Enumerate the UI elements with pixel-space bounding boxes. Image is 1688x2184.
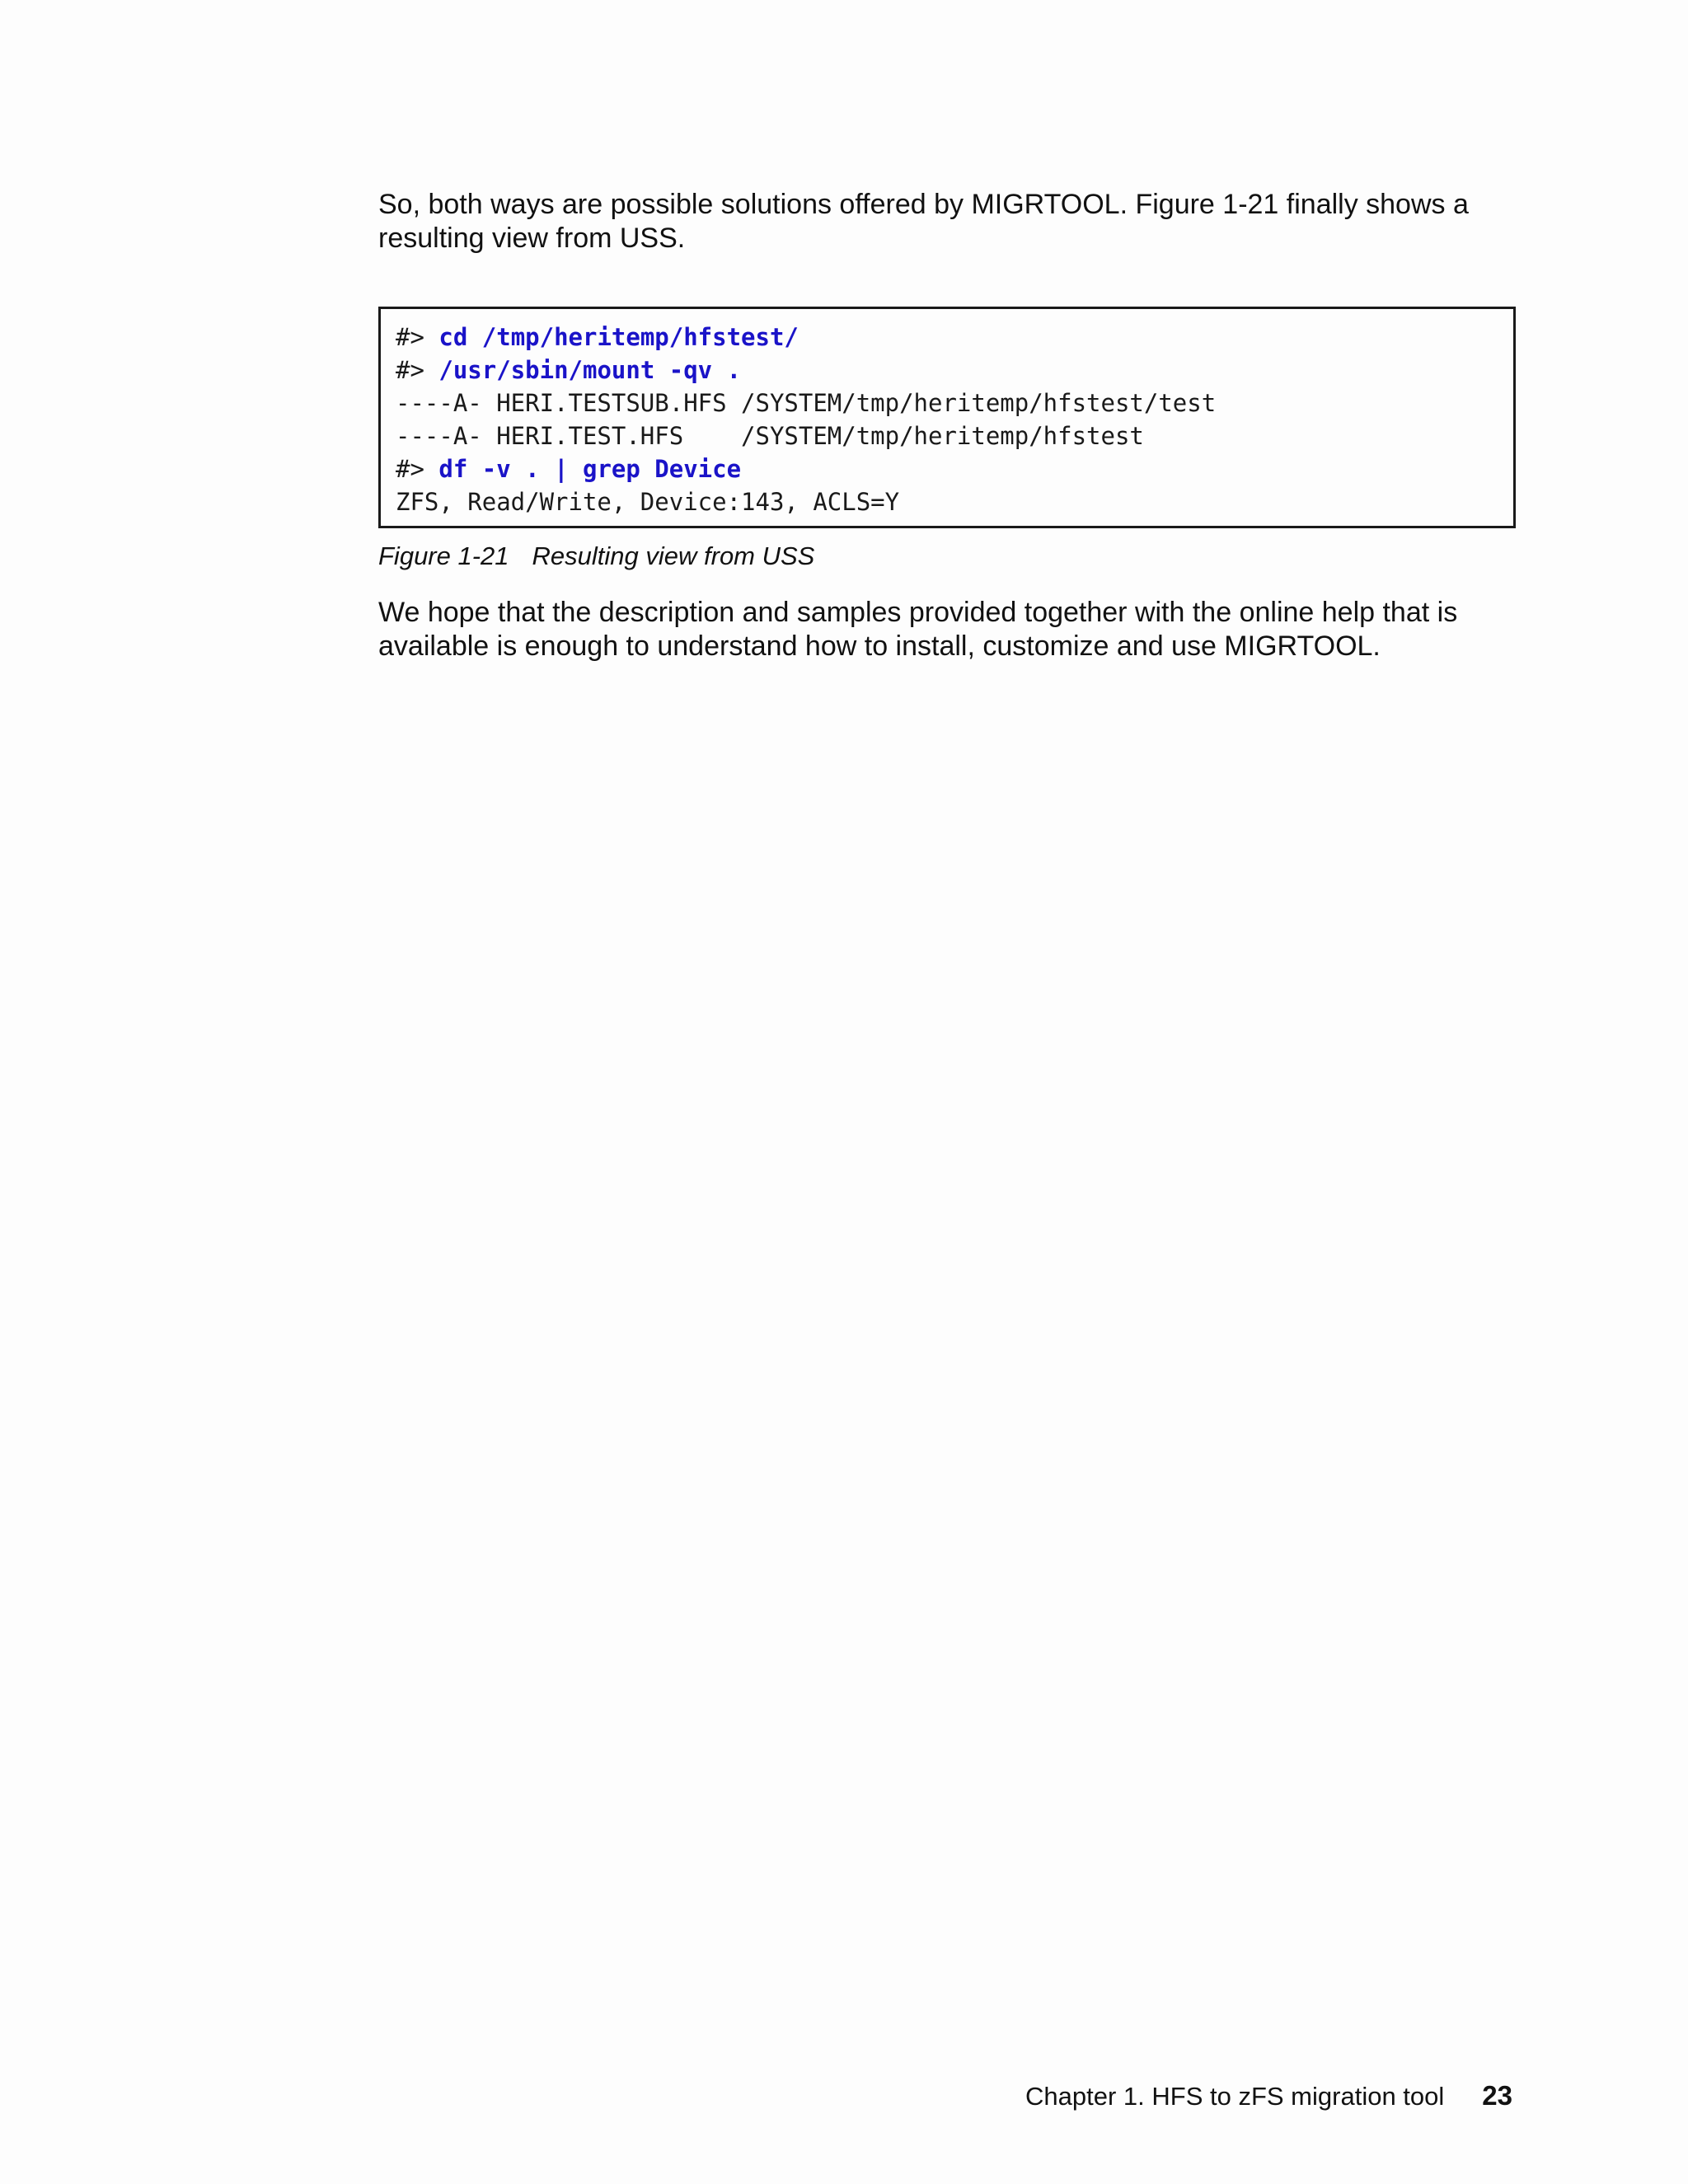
- command-mount: /usr/sbin/mount -qv .: [438, 356, 742, 384]
- page-number: 23: [1482, 2080, 1512, 2111]
- command-cd: cd /tmp/heritemp/hfstest/: [438, 323, 799, 351]
- figure-number: Figure 1-21: [378, 541, 509, 570]
- shell-prompt: #>: [396, 356, 439, 384]
- code-line-4: ----A- HERI.TEST.HFS /SYSTEM/tmp/heritemp/hfstest: [396, 422, 1144, 450]
- intro-paragraph: So, both ways are possible solutions offered by MIGRTOOL. Figure 1-21 finally shows a resulting view from USS.: [378, 189, 1469, 254]
- shell-prompt: #>: [396, 323, 439, 351]
- page-footer: [1025, 2079, 1512, 2113]
- code-line-3: ----A- HERI.TESTSUB.HFS /SYSTEM/tmp/heritemp/hfstest/test: [396, 389, 1217, 417]
- page-content: [378, 188, 1516, 663]
- code-listing: [378, 307, 1516, 528]
- code-line-2: [396, 354, 1498, 387]
- figure-title: Resulting view from USS: [532, 541, 815, 570]
- code-line-6: ZFS, Read/Write, Device:143, ACLS=Y: [396, 488, 900, 516]
- code-line-1: [396, 321, 1498, 354]
- shell-prompt: #>: [396, 455, 439, 483]
- figure-caption: [378, 540, 1516, 573]
- command-df: df -v . | grep Device: [438, 455, 742, 483]
- closing-paragraph: We hope that the description and samples provided together with the online help that is available is enough to understand how to install, customize and use MIGRTOOL.: [378, 597, 1458, 662]
- code-line-5: [396, 452, 1498, 485]
- footer-chapter-title: Chapter 1. HFS to zFS migration tool: [1025, 2082, 1445, 2111]
